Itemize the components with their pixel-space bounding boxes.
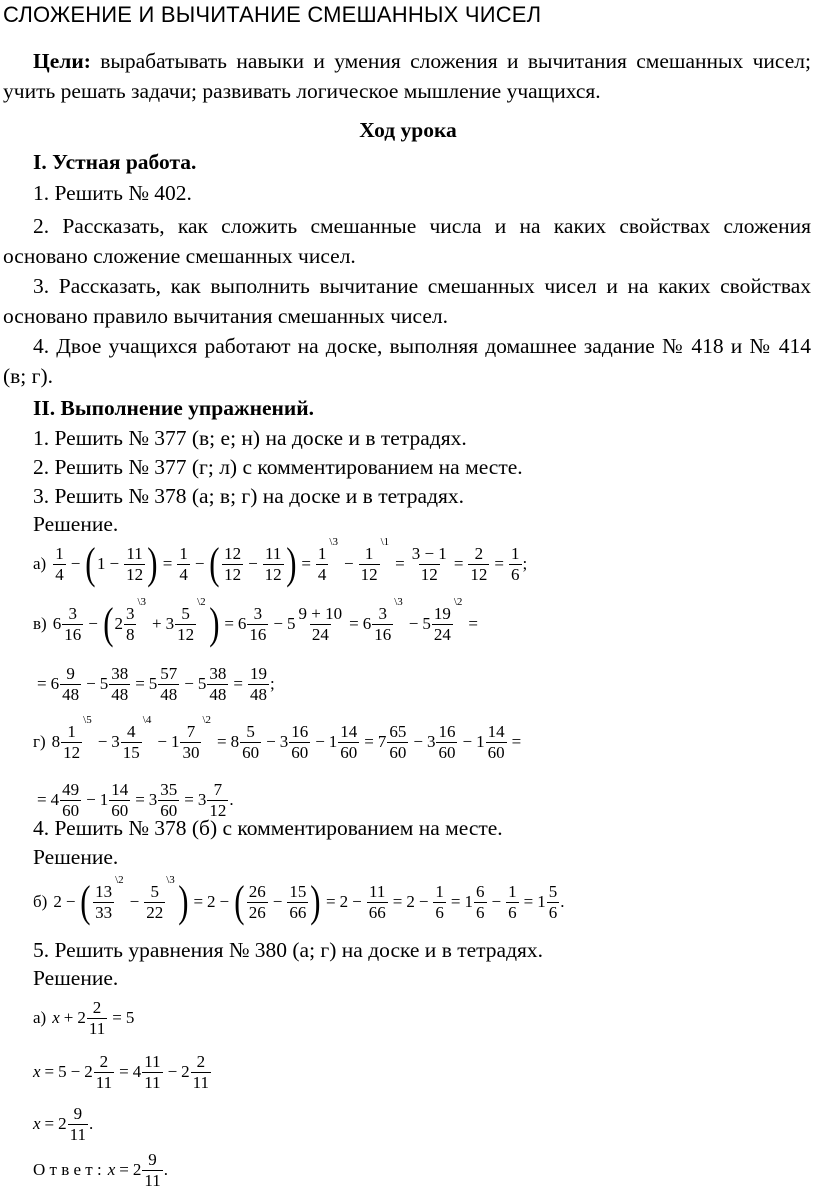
solution-label-3: Решение.	[33, 966, 119, 990]
equation-5a-line2: x = 5 − 2 $\frac{2}{11}$ = 4 $\frac{11}{11}$ − 2 $\frac{2}{11}$	[33, 1051, 210, 1092]
section1-item-1: 1. Решить № 402.	[33, 181, 192, 205]
section1-heading: I. Устная работа.	[33, 150, 197, 174]
section2-item-3: 3. Решить № 378 (а; в; г) на доске и в тетрадях.	[33, 484, 465, 508]
section2-item-1: 1. Решить № 377 (в; е; н) на доске и в тетрадях.	[33, 426, 467, 450]
answer-line: О т в е т : x = 2 $\frac{9}{11}$ .	[33, 1149, 168, 1190]
goals-text: вырабатывать навыки и умения сложения и вычитания смешанных чисел; учить решать задачи; развивать логическое мышление учащихся.	[3, 49, 811, 103]
section1-item-4: 4. Двое учащихся работают на доске, выполняя домашнее задание № 418 и № 414 (в; г).	[3, 334, 811, 388]
section1-item-2: 2. Рассказать, как сложить смешанные числа и на каких свойствах сложения основано сложение смешанных чисел.	[3, 214, 811, 268]
solution-label-1: Решение.	[33, 512, 119, 536]
document-title: СЛОЖЕНИЕ И ВЫЧИТАНИЕ СМЕШАННЫХ ЧИСЕЛ	[3, 2, 542, 27]
goals-label: Цели:	[33, 49, 91, 73]
section2-item-5: 5. Решить уравнения № 380 (а; г) на доске и в тетрадях.	[33, 938, 544, 962]
equation-5a-line3: x = 2 $\frac{9}{11}$ .	[33, 1103, 94, 1144]
solution-label-2: Решение.	[33, 845, 119, 869]
equation-g: г) 8 $\frac{1}{12}$ \5 − 3 $\frac{4}{15}$ \4 − 1 $\frac{7}{30}$ \2 = 8 $\frac{5}{60}$ − 3 $\frac{16}{60}$ − 1 $\frac{14}{60}$ = 7 $\frac{65}{60}$ − 3 $\frac{16}{60}$ − 1 $\frac{14}{60}$ =	[33, 714, 522, 762]
equation-a: а) $\frac{1}{4}$ − ( 1 − $\frac{11}{12}$ ) = $\frac{1}{4}$ − ( $\frac{12}{12}$ − $\frac{11}{12}$ ) = $\frac{1}{4}$ \3 − $\frac{1}{12}$ \1 = $\frac{3 - 1}{12}$ = $\frac{2}{12}$ = $\frac{1}{6}$ ;	[33, 536, 528, 588]
equation-v-cont: = 6 $\frac{9}{48}$ − 5 $\frac{38}{48}$ = 5 $\frac{57}{48}$ − 5 $\frac{38}{48}$ = $\frac{19}{48}$ ;	[37, 663, 275, 704]
section2-heading: II. Выполнение упражнений.	[33, 396, 315, 420]
goals-paragraph	[3, 46, 811, 106]
equation-b: б) 2 − ( $\frac{13}{33}$ \2 − $\frac{5}{22}$ \3 ) = 2 − ( $\frac{26}{26}$ − $\frac{15}{66}$ ) = 2 − $\frac{11}{66}$ = 2 − $\frac{1}{6}$ = 1 $\frac{6}{6}$ − $\frac{1}{6}$ = 1 $\frac{5}{6}$ .	[33, 874, 565, 926]
answer-label: О т в е т :	[33, 1160, 102, 1179]
equation-g-cont: = 4 $\frac{49}{60}$ − 1 $\frac{14}{60}$ = 3 $\frac{35}{60}$ = 3 $\frac{7}{12}$ .	[37, 779, 234, 820]
equation-v: в) 6 $\frac{3}{16}$ − ( 2 $\frac{3}{8}$ \3 + 3 $\frac{5}{12}$ \2 ) = 6 $\frac{3}{16}$ − 5 $\frac{9 + 10}{24}$ = 6 $\frac{3}{16}$ \3 − 5 $\frac{19}{24}$ \2 =	[33, 596, 479, 648]
equation-5a-line1: а) x + 2 $\frac{2}{11}$ = 5	[33, 997, 135, 1038]
lesson-heading: Ход урока	[359, 118, 457, 142]
section2-item-4: 4. Решить № 378 (б) с комментированием на месте.	[33, 816, 503, 840]
section2-item-2: 2. Решить № 377 (г; л) с комментированием на месте.	[33, 455, 523, 479]
section1-item-3: 3. Рассказать, как выполнить вычитание смешанных чисел и на каких свойствах основано правило вычитания смешанных чисел.	[3, 274, 811, 328]
